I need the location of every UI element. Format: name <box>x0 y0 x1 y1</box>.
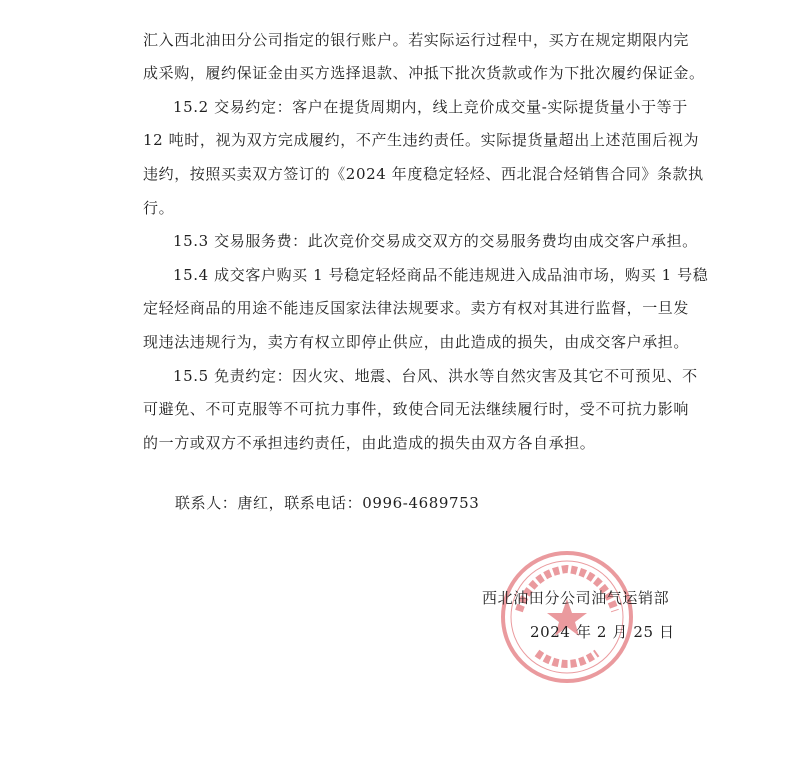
body-line: 汇入西北油田分公司指定的银行账户。若实际运行过程中，买方在规定期限内完 <box>143 31 690 49</box>
body-line: 现违法违规行为，卖方有权立即停止供应，由此造成的损失，由成交客户承担。 <box>143 333 690 351</box>
body-line: 15.4 成交客户购买 1 号稳定轻烃商品不能违规进入成品油市场，购买 1 号稳 <box>173 266 709 284</box>
body-line: 15.3 交易服务费：此次竞价交易成交双方的交易服务费均由成交客户承担。 <box>173 232 698 250</box>
body-line: 行。 <box>143 199 175 217</box>
body-line: 15.5 免责约定：因火灾、地震、台风、洪水等自然灾害及其它不可预见、不 <box>173 367 698 385</box>
contact-info: 联系人：唐红，联系电话：0996-4689753 <box>175 494 480 512</box>
body-line: 的一方或双方不承担违约责任，由此造成的损失由双方各自承担。 <box>143 434 596 452</box>
official-seal <box>497 547 637 687</box>
body-line: 成采购，履约保证金由买方选择退款、冲抵下批次货款或作为下批次履约保证金。 <box>143 64 705 82</box>
seal-lower-text <box>537 653 597 664</box>
body-line: 违约，按照买卖双方签订的《2024 年度稳定轻烃、西北混合烃销售合同》条款执 <box>143 165 704 183</box>
body-line: 可避免、不可克服等不可抗力事件，致使合同无法继续履行时，受不可抗力影响 <box>143 400 690 418</box>
issue-date: 2024 年 2 月 25 日 <box>530 623 675 641</box>
issuer-name: 西北油田分公司油气运销部 <box>482 589 670 607</box>
body-line: 12 吨时，视为双方完成履约，不产生违约责任。实际提货量超出上述范围后视为 <box>143 131 700 149</box>
body-line: 15.2 交易约定：客户在提货周期内，线上竞价成交量-实际提货量小于等于 <box>173 98 688 116</box>
body-line: 定轻烃商品的用途不能违反国家法律法规要求。卖方有权对其进行监督，一旦发 <box>143 299 690 317</box>
